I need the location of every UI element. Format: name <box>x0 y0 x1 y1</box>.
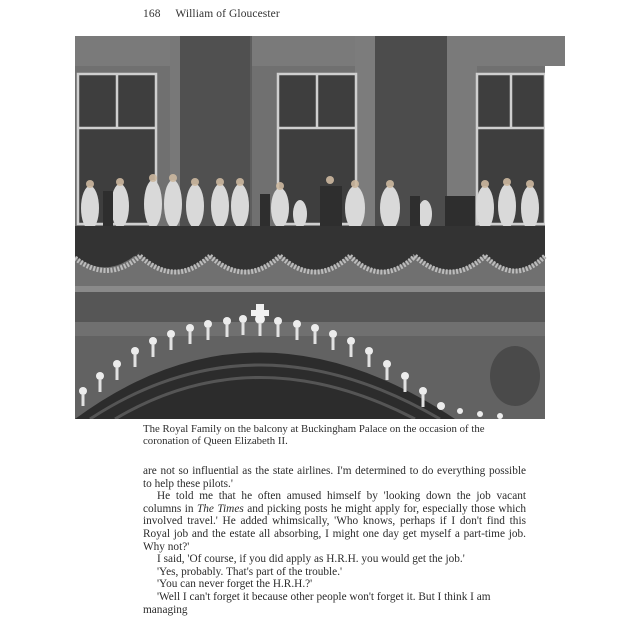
paragraph: are not so influential as the state airlines. I'm determined to do everything possible to help these pilots.' <box>143 465 526 490</box>
paragraph: He told me that he often amused himself by 'looking down the job vacant columns in The Times and picking posts he might apply for, especially those which involved travel.' He added whimsically, 'Who knows, perhaps if I don't find this Royal job and the estate all absorbing, I might one day get myself a part-time job. Why not?' <box>143 490 527 553</box>
photo-illustration <box>75 36 565 419</box>
page-number: 168 <box>143 8 161 20</box>
paragraph: 'Well I can't forget it because other people won't forget it. But I think I am managing <box>143 590 491 616</box>
paragraph: I said, 'Of course, if you did apply as H.R.H. you would get the job.' <box>157 553 465 566</box>
photo-caption: The Royal Family on the balcony at Buckingham Palace on the occasion of the coronation of Queen Elizabeth II. <box>143 423 485 447</box>
newspaper-title: The Times <box>196 502 244 515</box>
running-header <box>143 8 280 20</box>
balcony-photograph <box>75 36 565 419</box>
running-title: William of Gloucester <box>175 8 280 20</box>
paragraph: 'You can never forget the H.R.H.?' <box>157 578 313 591</box>
body-text <box>143 465 526 616</box>
paragraph: 'Yes, probably. That's part of the trouble.' <box>157 565 343 578</box>
